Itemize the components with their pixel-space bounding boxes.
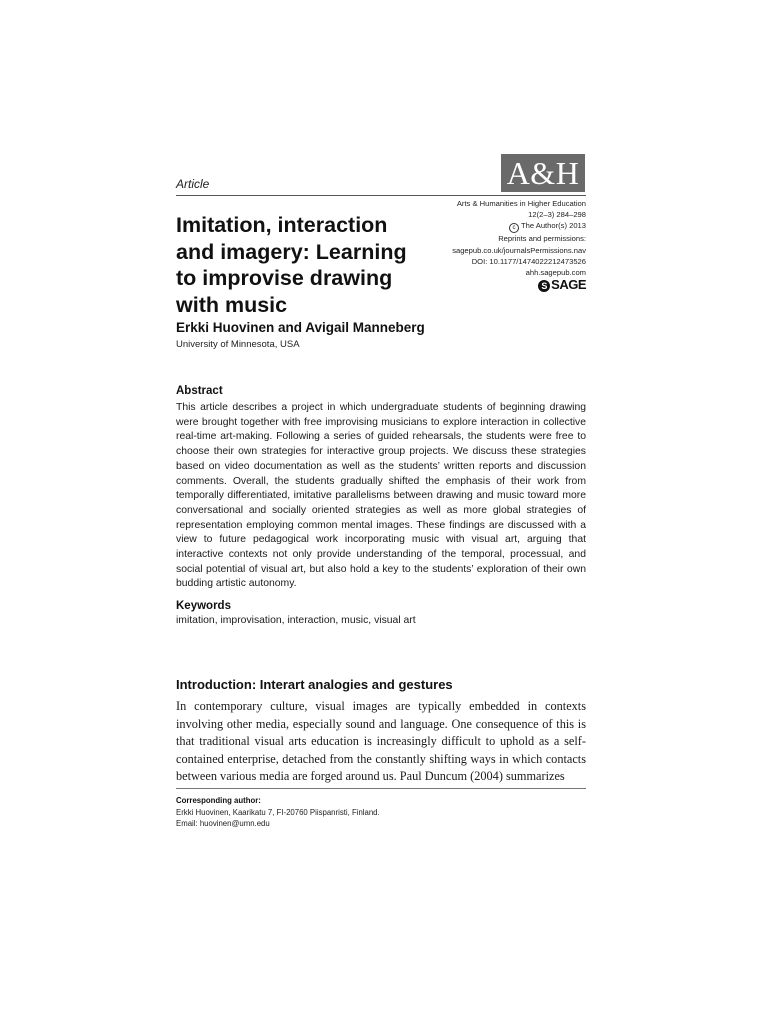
copyright-text: The Author(s) 2013 (520, 221, 586, 231)
journal-name: Arts & Humanities in Higher Education (456, 199, 586, 208)
publisher-logo (535, 277, 586, 293)
permissions-link[interactable]: sagepub.co.uk/journalsPermissions.nav (452, 245, 586, 255)
journal-site-link[interactable]: ahh.sagepub.com (525, 268, 586, 278)
journal-logo: A&H (501, 154, 585, 192)
keywords-heading: Keywords (176, 600, 231, 612)
abstract-text: This article describes a project in which undergraduate students of beginning drawing were brought together with free improvising musicians to explore interaction in collective real-time art-making. Following a series of guided rehearsals, the students were free to choose their own strategies for interactive group projects. We discuss these strategies based on video documentation as well as the students’ written reports and discussion comments. Overall, the students gradually shifted the emphasis of their work from temporally differentiated, imitative parallelisms between drawing and music toward more conversational and socially oriented strategies as well as more global strategies of representation employing common mental images. These findings are discussed with a view to future pedagogical work incorporating music with visual art, arguing that interactive contexts not only provide understanding of the temporal, processual, and social potential of visual art, but also hold a key to the students’ exploration of their own budding artistic autonomy. (176, 402, 586, 590)
introduction-text: In contemporary culture, visual images are typically embedded in contexts involving other media, especially sound and language. One consequence of this is that traditional visual arts education is increasingly difficult to uphold as a self-contained enterprise, detached from the constantly shifting ways in which contacts between various media are forged around us. Paul Duncum (2004) summarizes (176, 699, 586, 784)
corresponding-author-address: Erkki Huovinen, Kaarikatu 7, FI-20760 Piispanristi, Finland. (176, 808, 380, 817)
abstract-heading: Abstract (176, 385, 223, 397)
keywords-text: imitation, improvisation, interaction, music, visual art (176, 615, 416, 626)
corresponding-author-email[interactable]: Email: huovinen@umn.edu (176, 819, 270, 828)
copyright-icon: c (509, 223, 519, 233)
header-rule (176, 195, 586, 196)
corresponding-author-heading: Corresponding author: (176, 796, 261, 805)
reprints-line: Reprints and permissions: (498, 234, 586, 244)
article-title: Imitation, interaction and imagery: Learning to improvise drawing with music (176, 213, 407, 317)
sage-icon: S (538, 280, 550, 292)
publisher-name: SAGE (551, 277, 586, 292)
footnote-rule (176, 788, 586, 789)
affiliation: University of Minnesota, USA (176, 339, 300, 350)
doi-link[interactable]: DOI: 10.1177/1474022212473526 (471, 256, 586, 266)
authors: Erkki Huovinen and Avigail Manneberg (176, 320, 425, 335)
publication-info (420, 198, 586, 278)
article-type-label: Article (176, 177, 210, 191)
introduction-heading: Introduction: Interart analogies and gestures (176, 677, 453, 692)
copyright-line (420, 220, 586, 233)
volume-pages: 12(2–3) 284–298 (528, 210, 586, 220)
